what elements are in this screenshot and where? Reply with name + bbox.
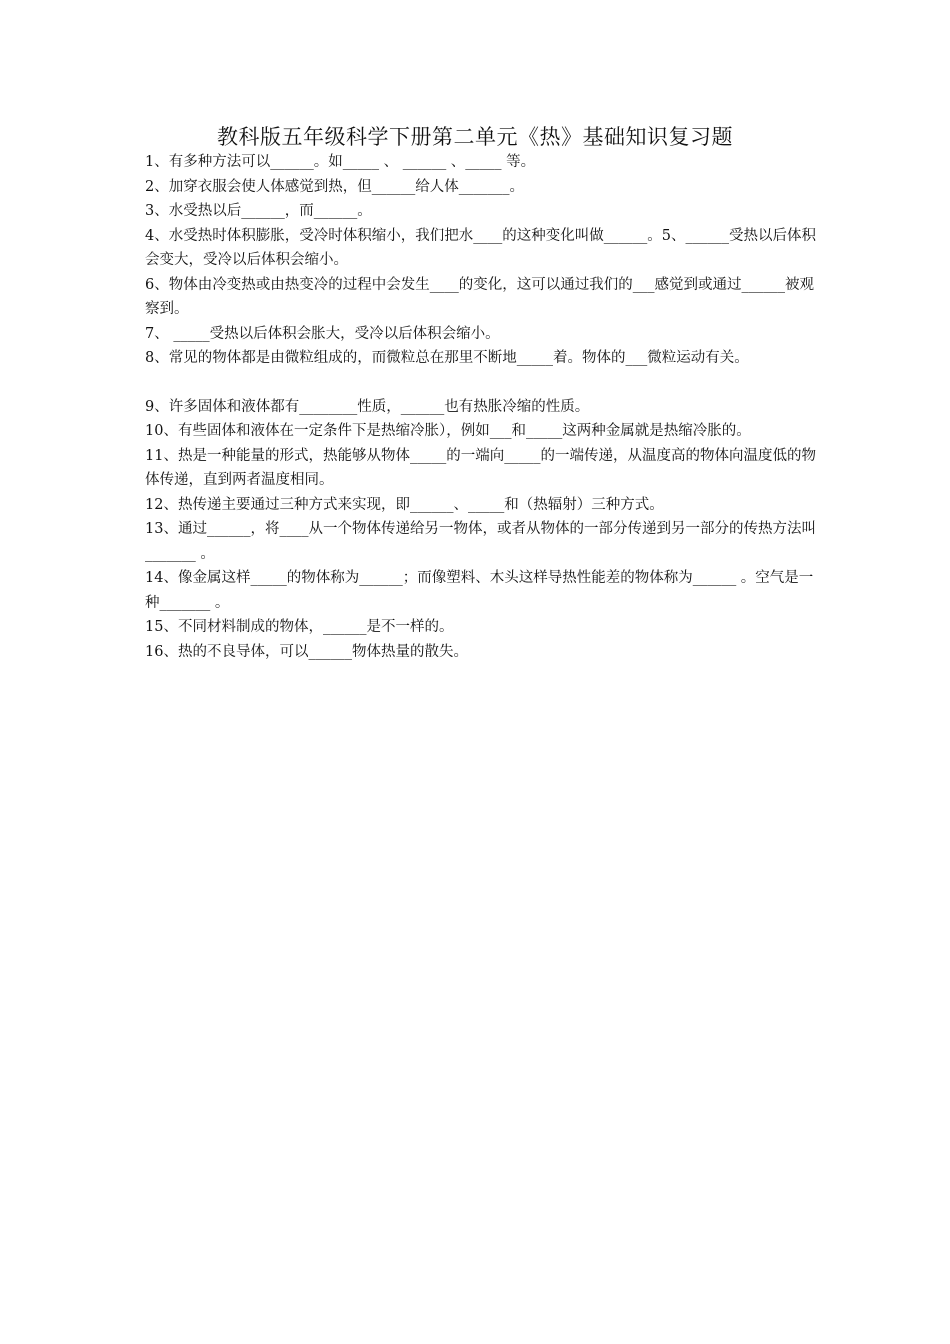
document-title: 教科版五年级科学下册第二单元《热》基础知识复习题 [217, 125, 733, 149]
question-9: 9、许多固体和液体都有________性质，______也有热胀冷缩的性质。 [145, 398, 590, 415]
question-1: 1、有多种方法可以______。如_____ 、 ______ 、_____ 等。 [145, 154, 536, 170]
paragraph-spacer [145, 371, 825, 395]
question-4-5: 4、水受热时体积膨胀，受冷时体积缩小，我们把水____的这种变化叫做______。5、______受热以后体积会变大，受冷以后体积会缩小。 [145, 227, 816, 268]
question-3: 3、水受热以后______，而______。 [145, 203, 372, 219]
question-10: 10、有些固体和液体在一定条件下是热缩冷胀），例如___和_____这两种金属就是热缩冷胀的。 [145, 423, 751, 439]
question-11: 11、热是一种能量的形式，热能够从物体_____的一端向_____的一端传递，从温度高的物体向温度低的物体传递，直到两者温度相同。 [145, 447, 816, 488]
question-15: 15、不同材料制成的物体，______是不一样的。 [145, 619, 454, 635]
question-list [145, 150, 825, 664]
question-13: 13、通过______，将____从一个物体传递给另一物体，或者从物体的一部分传递到另一部分的传热方法叫_______ 。 [145, 521, 816, 562]
question-8: 8、常见的物体都是由微粒组成的，而微粒总在那里不断地_____着。物体的___微粒运动有关。 [145, 350, 749, 366]
question-6: 6、物体由冷变热或由热变冷的过程中会发生____的变化，这可以通过我们的___感觉到或通过______被观察到。 [145, 276, 814, 317]
question-14: 14、像金属这样_____的物体称为______；而像塑料、木头这样导热性能差的物体称为______ 。空气是一种_______ 。 [145, 570, 814, 611]
question-2: 2、加穿衣服会使人体感觉到热，但______给人体_______。 [145, 178, 524, 195]
question-16: 16、热的不良导体，可以______物体热量的散失。 [145, 643, 468, 660]
question-12: 12、热传递主要通过三种方式来实现，即______、_____和（热辐射）三种方式。 [145, 496, 664, 513]
question-7: 7、 _____受热以后体积会胀大，受冷以后体积会缩小。 [145, 325, 500, 342]
